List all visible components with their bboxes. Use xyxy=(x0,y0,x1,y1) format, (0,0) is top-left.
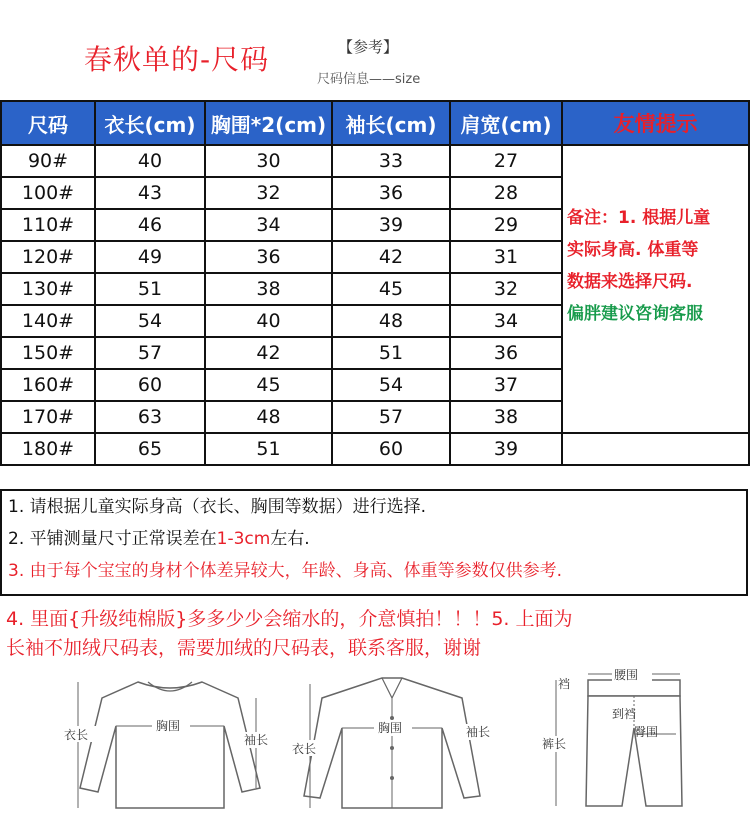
pants-waist-label: 腰围 xyxy=(614,668,639,682)
cell-sleeve: 57 xyxy=(332,401,450,433)
cell-size: 180# xyxy=(1,433,95,465)
cell-size: 110# xyxy=(1,209,95,241)
cell-chest: 40 xyxy=(205,305,332,337)
cell-shoulder: 27 xyxy=(450,145,562,177)
shirt-length-label: 衣长 xyxy=(292,742,317,756)
pants-hip-label: 臀围 xyxy=(634,725,659,739)
shirt-diagram xyxy=(282,668,502,816)
cell-sleeve: 45 xyxy=(332,273,450,305)
cell-chest: 30 xyxy=(205,145,332,177)
table-header-row xyxy=(1,101,749,145)
pants-crotch-label: 裆 xyxy=(558,677,571,691)
header-tip: 友情提示 xyxy=(562,101,749,145)
cell-size: 170# xyxy=(1,401,95,433)
cell-sleeve: 51 xyxy=(332,337,450,369)
sweater-length-label: 衣长 xyxy=(64,728,89,742)
tip-cell xyxy=(562,145,749,433)
cell-sleeve: 33 xyxy=(332,145,450,177)
cell-chest: 45 xyxy=(205,369,332,401)
note-3: 3. 由于每个宝宝的身材个体差异较大，年龄、身高、体重等参数仅供参考. xyxy=(8,561,563,581)
cell-size: 90# xyxy=(1,145,95,177)
cell-length: 51 xyxy=(95,273,205,305)
page-title: 春秋单的-尺码 xyxy=(84,43,270,76)
cell-shoulder: 36 xyxy=(450,337,562,369)
tip-line: 备注：1. 根据儿童 xyxy=(567,208,711,228)
shrink-notice xyxy=(6,605,573,663)
cell-chest: 32 xyxy=(205,177,332,209)
cell-chest: 42 xyxy=(205,337,332,369)
cell-sleeve: 54 xyxy=(332,369,450,401)
tip-line: 实际身高. 体重等 xyxy=(567,240,699,260)
pants-diagram xyxy=(530,668,740,816)
cell-sleeve: 60 xyxy=(332,433,450,465)
shrink-notice-line-2: 长袖不加绒尺码表，需要加绒的尺码表，联系客服，谢谢 xyxy=(6,637,482,659)
note-2-post: 左右. xyxy=(270,529,310,549)
cell-size: 120# xyxy=(1,241,95,273)
cell-length: 54 xyxy=(95,305,205,337)
cell-chest: 36 xyxy=(205,241,332,273)
cell-length: 46 xyxy=(95,209,205,241)
cell-length: 43 xyxy=(95,177,205,209)
cell-shoulder: 38 xyxy=(450,401,562,433)
cell-shoulder: 28 xyxy=(450,177,562,209)
cell-length: 60 xyxy=(95,369,205,401)
cell-chest: 34 xyxy=(205,209,332,241)
note-1: 1. 请根据儿童实际身高（衣长、胸围等数据）进行选择. xyxy=(8,497,427,517)
cell-size: 160# xyxy=(1,369,95,401)
cell-sleeve: 36 xyxy=(332,177,450,209)
cell-length: 65 xyxy=(95,433,205,465)
sweater-sleeve-label: 袖长 xyxy=(244,733,269,747)
cell-sleeve: 42 xyxy=(332,241,450,273)
note-2-pre: 2. 平铺测量尺寸正常误差在 xyxy=(8,529,217,549)
header-size: 尺码 xyxy=(1,101,95,145)
pants-length-label: 裤长 xyxy=(542,737,567,751)
measurement-diagrams xyxy=(0,668,750,816)
cell-shoulder: 39 xyxy=(450,433,562,465)
cell-sleeve: 39 xyxy=(332,209,450,241)
cell-length: 57 xyxy=(95,337,205,369)
header-sleeve: 袖长(cm) xyxy=(332,101,450,145)
header-length: 衣长(cm) xyxy=(95,101,205,145)
cell-chest: 38 xyxy=(205,273,332,305)
shirt-sleeve-label: 袖长 xyxy=(466,725,491,739)
notes-box xyxy=(0,489,748,596)
cell-size: 130# xyxy=(1,273,95,305)
shirt-chest-label: 胸围 xyxy=(378,721,403,735)
table-row xyxy=(1,145,749,177)
table-row xyxy=(1,433,749,465)
cell-length: 40 xyxy=(95,145,205,177)
sweater-diagram xyxy=(60,668,280,816)
cell-size: 100# xyxy=(1,177,95,209)
cell-length: 63 xyxy=(95,401,205,433)
sweater-chest-label: 胸围 xyxy=(156,719,181,733)
note-2 xyxy=(2,523,746,555)
shrink-notice-line-1: 4. 里面{升级纯棉版}多多少少会缩水的，介意慎拍！！！5. 上面为 xyxy=(6,608,573,630)
cell-chest: 51 xyxy=(205,433,332,465)
tip-line-green: 偏胖建议咨询客服 xyxy=(567,304,703,324)
cell-sleeve: 48 xyxy=(332,305,450,337)
cell-shoulder: 32 xyxy=(450,273,562,305)
cell-shoulder: 29 xyxy=(450,209,562,241)
cell-shoulder: 34 xyxy=(450,305,562,337)
reference-label: 【参考】 xyxy=(338,38,399,56)
cell-size: 140# xyxy=(1,305,95,337)
tip-cell-empty xyxy=(562,433,749,465)
header-shoulder: 肩宽(cm) xyxy=(450,101,562,145)
pants-rise-label: 到裆 xyxy=(612,707,637,721)
header-chest: 胸围*2(cm) xyxy=(205,101,332,145)
tip-line: 数据来选择尺码. xyxy=(567,272,693,292)
cell-chest: 48 xyxy=(205,401,332,433)
cell-shoulder: 37 xyxy=(450,369,562,401)
note-2-highlight: 1-3cm xyxy=(216,529,271,549)
size-table xyxy=(0,100,750,466)
reference-subtitle: 尺码信息——size xyxy=(317,72,421,87)
cell-size: 150# xyxy=(1,337,95,369)
cell-length: 49 xyxy=(95,241,205,273)
cell-shoulder: 31 xyxy=(450,241,562,273)
